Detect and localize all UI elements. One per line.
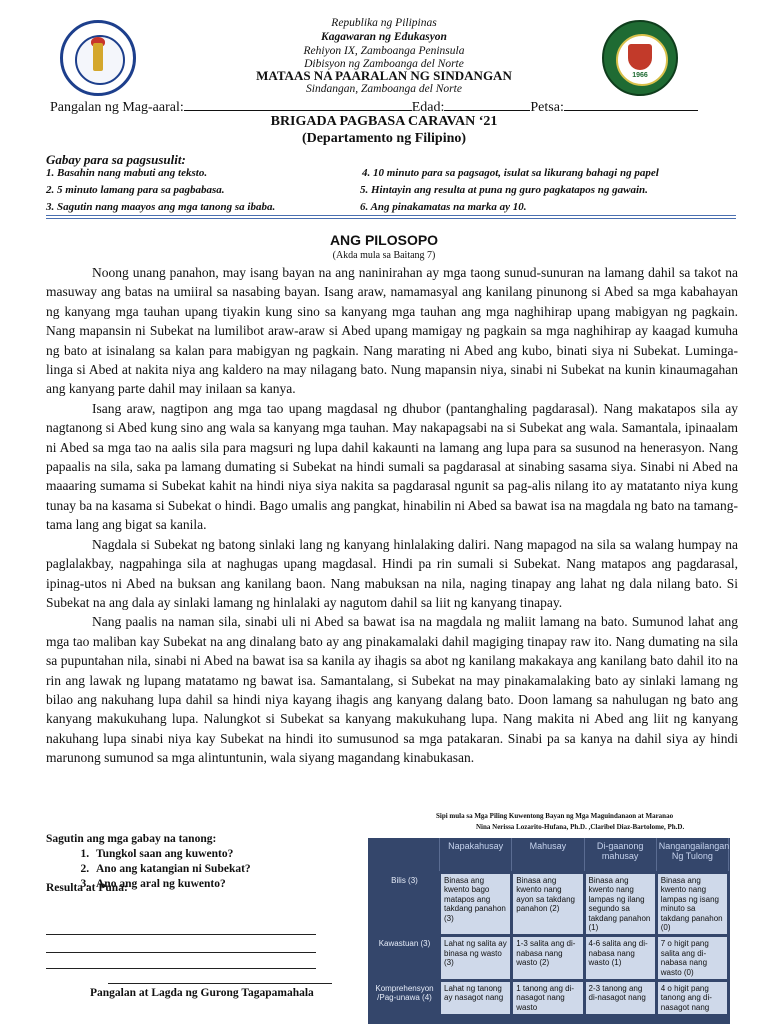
story-paragraph: Nagdala si Subekat ng batong sinlaki lang ng kanyang hinlalaking daliri. Nang mapagod na sila sa walang humpay na paglalakbay, nagpahinga sila at naghugas upang magdasal. Hindi pa rin sumali si Subekat. Nang matapos ang pagdarasal, ipinag-utos ni Abed na buksan ang kanilang baon. Nang mabuksan na nila, naging tinapay ang lahat ng dala nilang bato. Si Subekat na ang dala ay sinlaki lamang ng hinlalaki ay nagutom dahil sa liit ng kanyang tinapay. xyxy=(46,536,738,610)
reading-rubric-table xyxy=(368,838,730,1024)
rubric-cell: Binasa ang kwento nang lampas ng isang minuto sa takdang panahon (0) xyxy=(656,873,728,936)
guide-item: 5. Hintayin ang resulta at puna ng guro pagkatapos ng gawain. xyxy=(360,184,648,196)
rubric-cell: Lahat ng tanong ay nasagot nang xyxy=(440,981,512,1016)
rubric-cell: 2-3 tanong ang di-nasagot nang xyxy=(584,981,656,1016)
rubric-cell: 1-3 salita ang di-nabasa nang wasto (2) xyxy=(512,936,584,981)
story-paragraph: Noong unang panahon, may isang bayan na ang naninirahan ay mga taong sunud-sunuran na lamang dahil sa takot na masuway ang batas na umiiral sa nasabing bayan. Isang araw, namamasyal ang kanilang pinunong si Abed sa mga kabahayan ng kanyang mga tauhan upang tiyakin kung sino sa kanyang mga tauhan ang mga naghihirap upang mabigyan ng pagkain. Nang mapansin ni Subekat na lumilibot araw-araw si Abed upang mamigay ng pagkain sa mga naghihirap ay kaagad kumuha ng bato at isinalang sa kalan para mabigyan ng pagkain. Nang marating ni Abed ang kubo, binati siya ni Subekat. Luminga-linga si Abed at nakita niya ang kaldero na may nilagang bato. Nung mapansin niya, sinabi ni Subekat na kunin kinaumagahan ang kanyang parte dahil may inilaan sa kanya. xyxy=(46,265,738,397)
rubric-criterion: Kawastuan (3) xyxy=(370,936,440,981)
divider xyxy=(46,215,736,216)
results-label: Resulta at Puna: xyxy=(46,882,128,894)
rubric-row xyxy=(370,873,729,936)
signer-label: Pangalan at Lagda ng Gurong Tagapamahala xyxy=(90,987,314,999)
rubric-cell: Binasa ang kwento nang ayon sa takdang panahon (2) xyxy=(512,873,584,936)
rubric-cell: Binasa ang kwento nang lampas ng ilang segundo sa takdang panahon (1) xyxy=(584,873,656,936)
story-source: (Akda mula sa Baitang 7) xyxy=(332,250,436,261)
rubric-cell: 7 o higit pang salita ang di-nabasa nang wasto (0) xyxy=(656,936,728,981)
guide-item: 6. Ang pinakamatas na marka ay 10. xyxy=(360,201,527,213)
rubric-header: Napakahusay xyxy=(440,838,512,873)
rubric-header: Nangangailangan Ng Tulong xyxy=(656,838,728,873)
rubric-criterion: Komprehensyon /Pag-unawa (4) xyxy=(370,981,440,1016)
student-name-field[interactable] xyxy=(184,97,412,111)
date-label: Petsa: xyxy=(530,100,564,115)
date-field[interactable] xyxy=(564,97,698,111)
age-label: Edad: xyxy=(411,100,445,115)
answer-line[interactable] xyxy=(46,952,316,953)
rubric-header-row xyxy=(370,838,729,873)
story-body xyxy=(46,263,738,768)
rubric-header: Mahusay xyxy=(512,838,584,873)
guide-item: 2. 5 minuto lamang para sa pagbabasa. xyxy=(46,184,225,196)
rubric-cell: 1 tanong ang di-nasagot nang wasto xyxy=(512,981,584,1016)
rubric-cell: Binasa ang kwento bago matapos ang takdang panahon (3) xyxy=(440,873,512,936)
question-item: 1. Tungkol saan ang kuwento? xyxy=(92,847,251,862)
age-field[interactable] xyxy=(444,97,530,111)
header-division: Dibisyon ng Zamboanga del Norte xyxy=(304,58,464,70)
page-subtitle: (Departamento ng Filipino) xyxy=(301,131,467,146)
guide-column-right xyxy=(360,165,659,216)
header-school: MATAAS NA PAARALAN NG SINDANGAN xyxy=(256,68,512,83)
story-title: ANG PILOSOPO xyxy=(329,232,439,248)
header-region: Rehiyon IX, Zamboanga Peninsula xyxy=(303,45,465,57)
student-name-label: Pangalan ng Mag-aaral: xyxy=(50,100,184,115)
question-item: 2. Ano ang katangian ni Subekat? xyxy=(92,862,251,877)
rubric-header: Di-gaanong mahusay xyxy=(584,838,656,873)
page-title: BRIGADA PAGBASA CARAVAN ‘21 xyxy=(270,114,498,129)
guide-item: 1. Basahin nang mabuti ang teksto. xyxy=(46,167,208,179)
rubric-criterion: Bilis (3) xyxy=(370,873,440,936)
story-paragraph: Nang paalis na naman sila, sinabi uli ni Abed sa bawat isa na magdala ng maliit lamang na bato. Sumunod lahat ang mga tao maliban kay Subekat na ang dinalang bato ay ang pinakamalaki dahil magiging tinapay raw ito. Nang dumating na sila sa pupuntahan nila, sinabi ni Abed na bawat isa sa kanila ay ihagis sa abot ng kanilang makakaya ang kanilang bato dahil ito na rin ang lawak ng lupang matatamo ng bawat isa. Samantalang, si Subekat na may pinakamalaking bato ay sinlaki lamang ng bilao ang nakuhang lupa dahil sa hindi niya kayang ihagis ang kanyang dalang bato. Doon lamang sa nahulugan ng bato ang kanyang makukuhang lupa. Nalungkot si Subekat sa kanyang makukuhang lupa. Nang makita ni Abed ang liit ng kanyang nakuhang lupa sinabi niya kay Subekat na hindi ito sumusunod sa mga patakaran. Sinabi pa sa kanya na dahil siya ay hindi marunong sumunod sa mga alintuntunin, wala siyang magandang kinabukasan. xyxy=(46,614,738,766)
header-department: Kagawaran ng Edukasyon xyxy=(321,31,447,43)
signature-line[interactable] xyxy=(108,983,332,984)
guide-column-left xyxy=(46,165,275,216)
answer-line[interactable] xyxy=(46,968,316,969)
rubric-row xyxy=(370,936,729,981)
guide-item: 4. 10 minuto para sa pagsagot, isulat sa likurang bahagi ng papel xyxy=(362,167,659,179)
rubric-cell: 4 o higit pang tanong ang di-nasagot nang xyxy=(656,981,728,1016)
citation-line: Sipi mula sa Mga Piling Kuwentong Bayan ng Mga Maguindanaon at Maranao xyxy=(436,812,674,820)
guide-heading: Gabay para sa pagsusulit: xyxy=(46,152,186,167)
rubric-cell: 4-6 salita ang di-nabasa nang wasto (1) xyxy=(584,936,656,981)
answer-line[interactable] xyxy=(46,934,316,935)
guide-item: 3. Sagutin nang maayos ang mga tanong sa ibaba. xyxy=(46,201,276,213)
header-address: Sindangan, Zamboanga del Norte xyxy=(306,83,462,95)
rubric-cell: Lahat ng salita ay binasa ng wasto (3) xyxy=(440,936,512,981)
rubric-row xyxy=(370,981,729,1016)
story-paragraph: Isang araw, nagtipon ang mga tao upang magdasal ng dhubor (pantanghaling pagdarasal). Nang makatapos sila ay nagtanong si Abed kung sino ang wala sa kanyang mga tauhan. May nakapagsabi na si Subekat ang wala. Samantala, ipinaalam ni Abed sa mga tao na aalis sila para magsuri ng lupa dahil kakaunti na lamang ang lupa para sa susunod na henerasyon. Nang papaalis na sila, saka pa lamang dumating si Subekat na hindi sumali sa pagdarasal at sinabing sasama siya. Sinabi ni Abed na maaaring sumama si Subekat kahit na hindi niya siya nakita sa pagdarasal ngunit sa pag-alis nilang ito ay matatanto niya kung tunay ba na kasama si Subekat o hindi. Bago umalis ang pangkat, hinabilin ni Abed sa bawat isa na magdala ng bato na tamang-tama lang ang bigat sa kanila. xyxy=(46,400,738,533)
questions-heading: Sagutin ang mga gabay na tanong: xyxy=(46,833,217,845)
citation-authors: Nina Nerissa Lozarito-Hufana, Ph.D. ,Claribel Diaz-Bartolome, Ph.D. xyxy=(476,823,685,831)
divider xyxy=(46,218,736,219)
rubric-grid xyxy=(368,838,730,1017)
seal-year: 1966 xyxy=(632,72,648,79)
rubric-header xyxy=(370,838,440,873)
header-republic: Republika ng Pilipinas xyxy=(331,17,437,29)
question-item: 3. Ano ang aral ng kuwento? xyxy=(92,877,251,892)
